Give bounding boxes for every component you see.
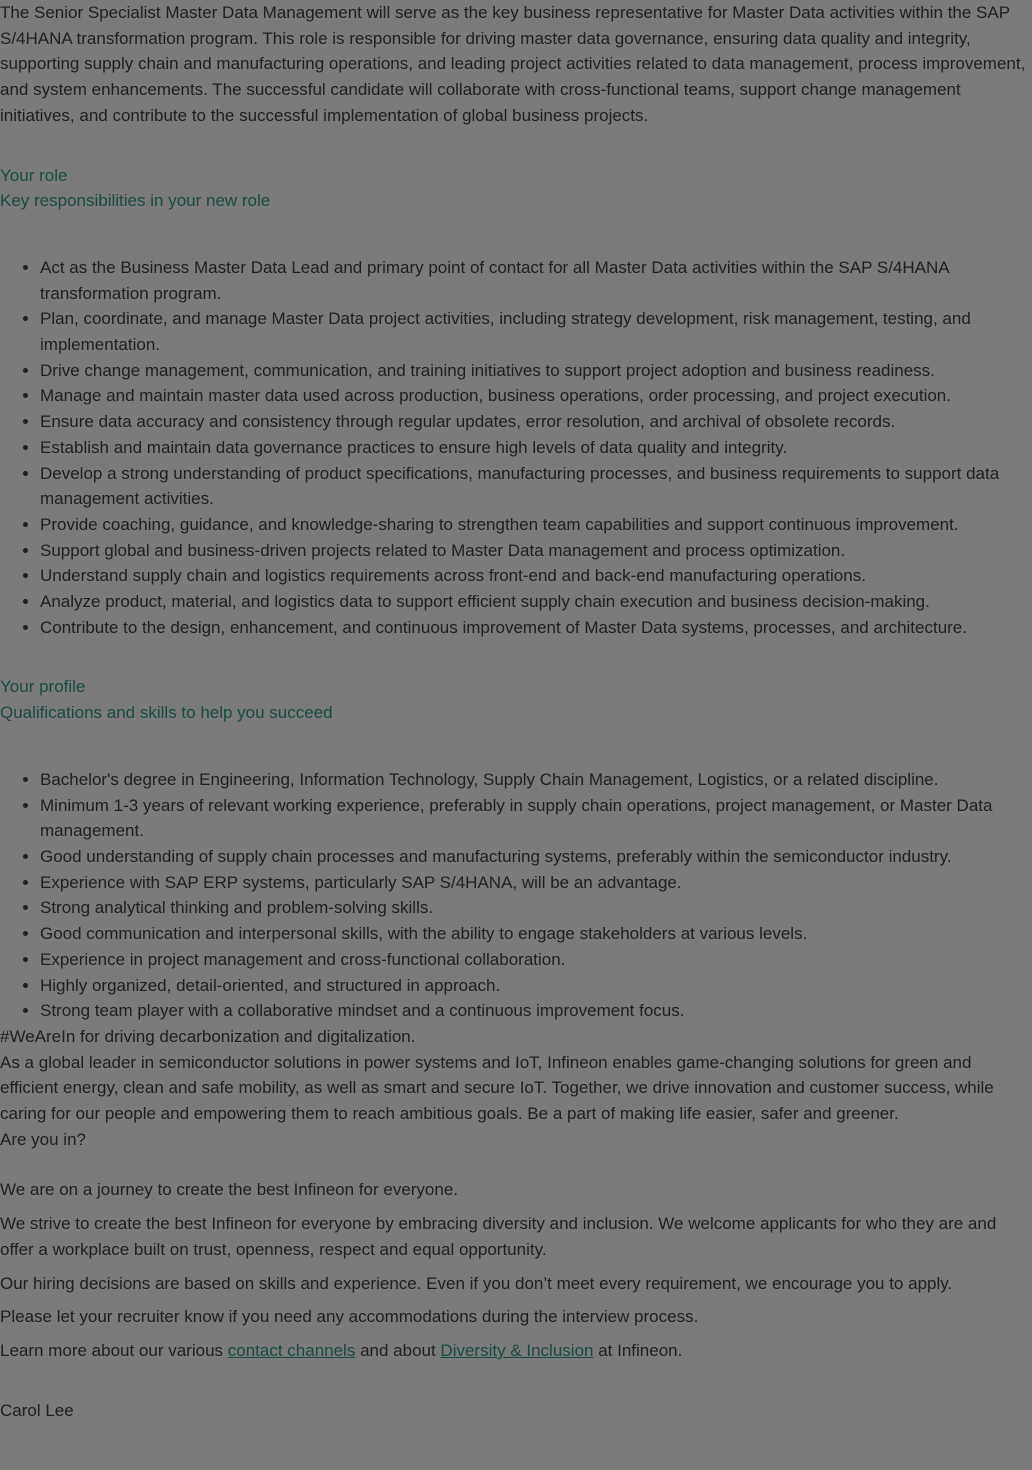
diversity-paragraph: We strive to create the best Infineon for everyone by embracing diversity and inclusion. We welcome applicants for who they are and offer a workplace built on trust, openness, respect and equal opportunity.: [0, 1214, 997, 1259]
list-item: • Good understanding of supply chain processes and manufacturing systems, preferably within the semiconductor industry.: [40, 844, 1032, 870]
list-item: • Ensure data accuracy and consistency through regular updates, error resolution, and archival of obsolete records.: [40, 409, 1032, 435]
list-item: • Highly organized, detail-oriented, and structured in approach.: [40, 973, 1032, 999]
list-item: • Analyze product, material, and logistics data to support efficient supply chain execution and business decision-making.: [40, 589, 1032, 615]
list-item: • Manage and maintain master data used across production, business operations, order processing, and project execution.: [40, 383, 1032, 409]
list-item: • Plan, coordinate, and manage Master Data project activities, including strategy development, risk management, testing, and implementation.: [40, 306, 1032, 357]
learn-prefix: Learn more about our various: [0, 1340, 228, 1360]
list-item: • Establish and maintain data governance practices to ensure high levels of data quality and integrity.: [40, 435, 1032, 461]
responsibilities-list: [0, 255, 1032, 641]
list-item: • Minimum 1-3 years of relevant working experience, preferably in supply chain operations, project management, or Master Data management.: [40, 793, 1032, 844]
intro-paragraph: The Senior Specialist Master Data Management will serve as the key business representative for Master Data activities within the SAP S/4HANA transformation program. This role is responsible for driving master data governance, ensuring data quality and integrity, supporting supply chain and manufacturing operations, and leading project activities related to data management, process improvement, and system enhancements. The successful candidate will collaborate with cross-functional teams, support change management initiatives, and contribute to the successful implementation of global business projects.: [0, 3, 1026, 125]
qualifications-list: [0, 767, 1032, 1024]
question-line: Are you in?: [0, 1129, 86, 1149]
learn-middle: and about: [355, 1340, 441, 1360]
list-item: • Understand supply chain and logistics requirements across front-end and back-end manufacturing operations.: [40, 563, 1032, 589]
profile-section: [0, 674, 1032, 1023]
role-section: [0, 163, 1032, 641]
profile-title: Your profile: [0, 677, 86, 697]
role-subtitle: Key responsibilities in your new role: [0, 191, 271, 211]
list-item: • Drive change management, communication, and training initiatives to support project adoption and business readiness.: [40, 358, 1032, 384]
list-item: • Bachelor's degree in Engineering, Information Technology, Supply Chain Management, Logistics, or a related discipline.: [40, 767, 1032, 793]
list-item: • Good communication and interpersonal skills, with the ability to engage stakeholders at various levels.: [40, 921, 1032, 947]
list-item: • Act as the Business Master Data Lead and primary point of contact for all Master Data activities within the SAP S/4HANA transformation program.: [40, 255, 1032, 306]
list-item: • Strong analytical thinking and problem-solving skills.: [40, 895, 1032, 921]
closing-section: [0, 1024, 1032, 1364]
role-title: Your role: [0, 165, 68, 185]
learn-more-paragraph: [0, 1338, 1032, 1364]
diversity-inclusion-link[interactable]: Diversity & Inclusion: [440, 1340, 594, 1360]
list-item: • Provide coaching, guidance, and knowledge-sharing to strengthen team capabilities and support continuous improvement.: [40, 512, 1032, 538]
contact-channels-link[interactable]: contact channels: [227, 1340, 356, 1360]
list-item: • Develop a strong understanding of product specifications, manufacturing processes, and business requirements to support data management activities.: [40, 461, 1032, 512]
signature: Carol Lee: [0, 1400, 74, 1420]
accommodations-paragraph: Please let your recruiter know if you need any accommodations during the interview process.: [0, 1307, 699, 1327]
hashtag-line: #WeAreIn for driving decarbonization and digitalization.: [0, 1026, 416, 1046]
journey-line: We are on a journey to create the best Infineon for everyone.: [0, 1180, 459, 1200]
profile-subtitle: Qualifications and skills to help you succeed: [0, 703, 333, 723]
list-item: • Strong team player with a collaborative mindset and a continuous improvement focus.: [40, 998, 1032, 1024]
list-item: • Support global and business-driven projects related to Master Data management and process optimization.: [40, 538, 1032, 564]
list-item: • Contribute to the design, enhancement, and continuous improvement of Master Data systems, processes, and architecture.: [40, 615, 1032, 641]
learn-suffix: at Infineon.: [593, 1340, 683, 1360]
list-item: • Experience with SAP ERP systems, particularly SAP S/4HANA, will be an advantage.: [40, 870, 1032, 896]
list-item: • Experience in project management and cross-functional collaboration.: [40, 947, 1032, 973]
company-paragraph: As a global leader in semiconductor solutions in power systems and IoT, Infineon enables game-changing solutions for green and efficient energy, clean and safe mobility, as well as smart and secure IoT. Together, we drive innovation and customer success, while caring for our people and empowering them to reach ambitious goals. Be a part of making life easier, safer and greener.: [0, 1052, 994, 1124]
hiring-paragraph: Our hiring decisions are based on skills and experience. Even if you don’t meet every requirement, we encourage you to apply.: [0, 1273, 953, 1293]
